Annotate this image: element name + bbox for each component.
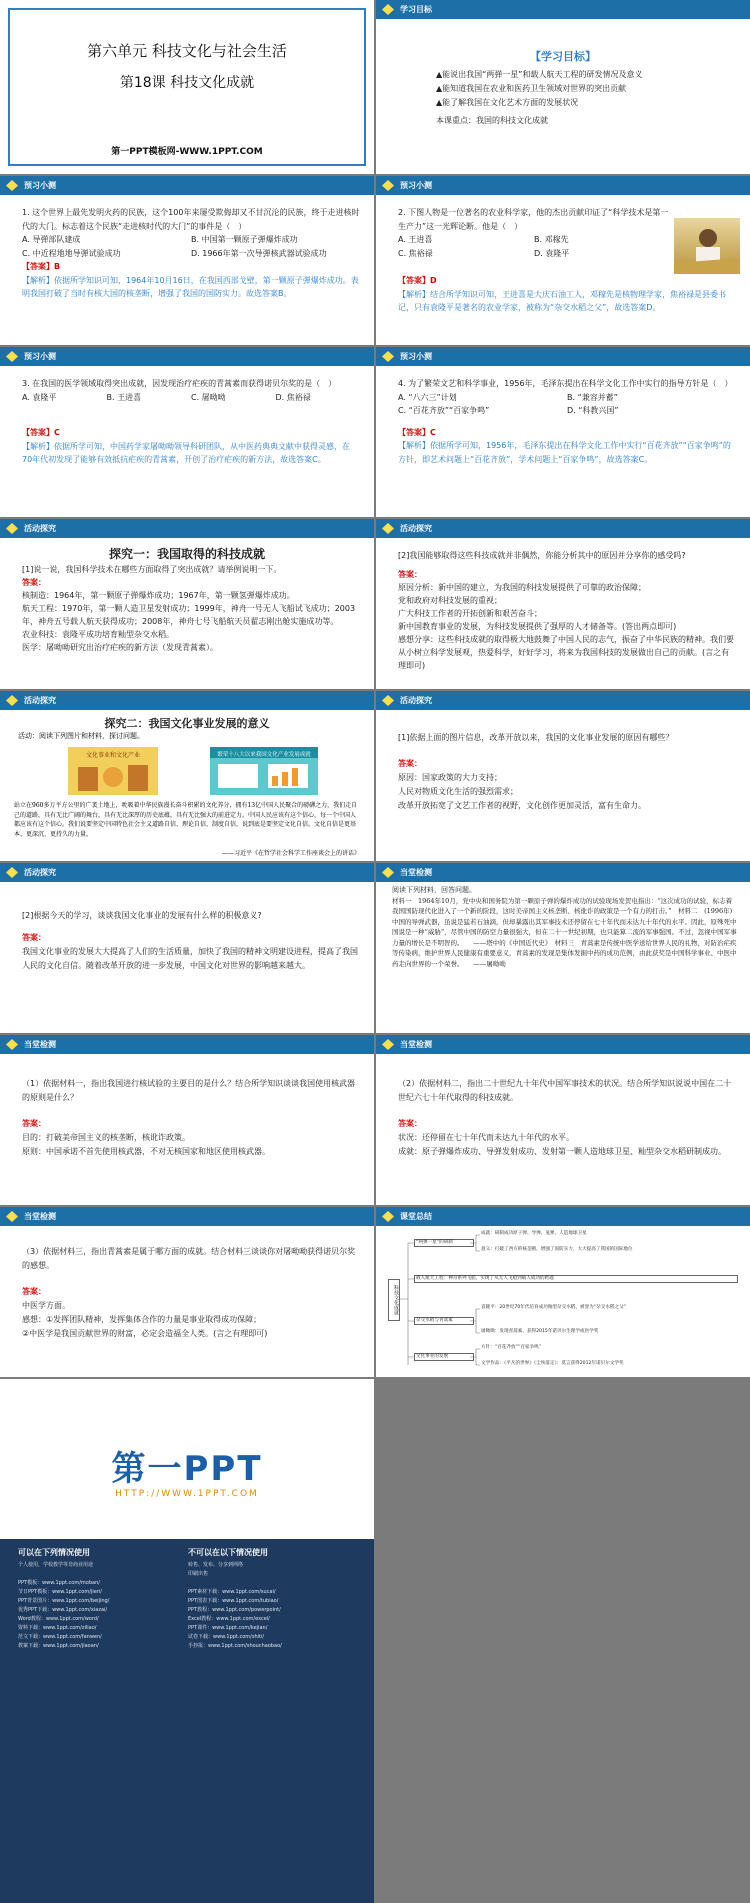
brand-logo: 第一PPT <box>111 1449 263 1489</box>
list-line[interactable]: 节日PPT模板：www.1ppt.com/jieri/ <box>18 1589 102 1595</box>
activity-intro: 活动：阅读下列图片和材料，探讨问题。 <box>18 732 144 740</box>
list-line[interactable]: 资料下载：www.1ppt.com/ziliao/ <box>18 1625 97 1631</box>
brand-url: HTTP://WWW.1PPT.COM <box>115 1489 259 1499</box>
answer-label: 答案： <box>22 1119 46 1128</box>
option-a: A. 王进喜 <box>398 235 433 244</box>
slide-header <box>376 1207 750 1226</box>
explanation: 【解析】结合所学知识可知，王进喜是大庆石油工人，邓稼先是核物理学家，焦裕禄是县委书记，只有袁隆平是著名的农业学家，被称为“杂交水稻之父”，故选答案D。 <box>398 289 726 312</box>
list-line[interactable]: PPT背景图片：www.1ppt.com/beijing/ <box>18 1598 110 1604</box>
test-slide-3 <box>0 1207 374 1377</box>
map-node: 载人航天工程：神舟系列飞船，实现了从无人飞船到载人成功的跨越 <box>414 1275 738 1283</box>
slide-header <box>0 1035 374 1054</box>
answer-line: 改革开放拓宽了文艺工作者的视野，文化创作更加灵活，富有生命力。 <box>398 801 646 810</box>
slide-header <box>0 519 374 538</box>
quote-source: ——习近平《在哲学社会科学工作座谈会上的讲话》 <box>221 850 360 857</box>
question-text: [1]依据上面的图片信息，改革开放以来，我国的文化事业发展的原因有哪些？ <box>398 733 674 742</box>
map-leaf: 成就：研制成功原子弹、导弹、氢弹，人造地球卫星 <box>481 1231 587 1236</box>
question-text: （3）依据材料三，指出青蒿素是属于哪方面的成就。结合材料三谈谈你对屠呦呦获得诺贝尔奖的感想。 <box>22 1247 356 1270</box>
diamond-icon <box>6 180 18 191</box>
answer-label: 答案： <box>398 1119 422 1128</box>
quiz-slide-2 <box>376 176 750 345</box>
header-title: 预习小测 <box>24 352 56 361</box>
question-text: 3. 在我国的医学领域取得突出成就，因发现治疗疟疾的青蒿素而获得诺贝尔奖的是（ ） <box>22 379 337 388</box>
answer-line: 航天工程：1970年，第一颗人造卫星发射成功；1999年，神舟一号无人飞船试飞成功；2003年，神舟五号载人航天获得成功；2008年，神舟七号飞船航天员翟志刚出舱实施成功等。 <box>22 604 356 626</box>
question-text: [2]我国能够取得这些科技成就并非偶然，你能分析其中的原因并分享你的感受吗? <box>398 551 686 560</box>
list-line[interactable]: 范文下载：www.1ppt.com/fanwen/ <box>18 1634 102 1640</box>
header-title: 活动探究 <box>24 696 56 705</box>
slide-header <box>376 0 750 19</box>
question-text: （2）依据材料二，指出二十世纪九十年代中国军事技术的状况。结合所学知识说说中国在二十世纪六七十年代取得的科技成就。 <box>398 1079 732 1102</box>
explanation: 【解析】依据所学可知，中国药学家屠呦呦领导科研团队，从中医药典典文献中获得灵感，在70年代初发现了能够有效抵抗疟疾的青蒿素，开创了治疗疟疾的新方法，故选答案C。 <box>22 441 350 464</box>
header-title: 活动探究 <box>24 868 56 877</box>
answer-line: 医学：屠呦呦研究出治疗疟疾的新方法（发现青蒿素）。 <box>22 643 218 652</box>
option-c: C. 焦裕禄 <box>398 248 433 258</box>
image-caption: 文化事业和文化产业 <box>85 752 140 759</box>
list-line: 个人使用，学校教学等非商业用途 <box>18 1562 94 1568</box>
can-use-title: 可以在下列情况使用 <box>18 1548 90 1557</box>
explore-title: 探究二：我国文化事业发展的意义 <box>104 717 270 730</box>
list-line <box>18 1570 178 1579</box>
quote-text: 站立在960多万平方公里的广袤土地上，吮吸着中华民族漫长奋斗积累的文化养分，拥有13亿中国人民聚合的磅礴之力，我们走自己的道路，具有无比广阔的舞台，具有无比深厚的历史底蕴，具有无比强大的前进定力。中国人民应该有这个信心，每一个中国人都应该有这个信心。我们说要坚定中国特色社会主义道路自信、理论自信、制度自信，说到底是要坚定文化自信。文化自信是更基本、更深沉、更持久的力量。 <box>14 802 358 838</box>
map-leaf: 屠呦呦：发现青蒿素，获得2015年诺贝尔生理学或医学奖 <box>481 1329 599 1334</box>
header-title: 预习小测 <box>24 181 56 190</box>
question-text: [1]说一说，我国科学技术在哪些方面取得了突出成就？请举例说明一下。 <box>22 565 282 574</box>
list-line[interactable]: PPT素材下载：www.1ppt.com/sucai/ <box>188 1589 276 1595</box>
question-text: 2. 下图人物是一位著名的农业科学家，他的杰出贡献印证了“科学技术是第一生产力”这一光辉论断。他是（ ） <box>398 208 669 231</box>
diamond-icon <box>6 1039 18 1050</box>
material-slide <box>376 863 750 1033</box>
quiz-slide-4 <box>376 347 750 517</box>
scientist-photo <box>674 218 740 274</box>
list-line[interactable]: Word教程：www.1ppt.com/word/ <box>18 1616 99 1622</box>
goal-key: 本课重点：我国的科技文化成就 <box>436 116 548 125</box>
map-leaf: 袁隆平：20世纪70年代培育成功籼型杂交水稻，被誉为“杂交水稻之父” <box>481 1305 627 1310</box>
list-line[interactable]: PPT课件：www.1ppt.com/kejian/ <box>188 1625 268 1631</box>
option-b: B. 中国第一颗原子弹爆炸成功 <box>191 235 298 244</box>
diamond-icon <box>382 351 394 362</box>
cover-slide <box>0 0 374 174</box>
answer-label: 答案： <box>22 1287 46 1296</box>
question-text: 4. 为了繁荣文艺和科学事业，1956年，毛泽东提出在科学文化工作中实行的指导方针是（ ） <box>398 379 733 388</box>
slide-header <box>0 691 374 710</box>
header-title: 当堂检测 <box>400 868 432 877</box>
list-line: 印刷出售 <box>188 1571 209 1577</box>
material-intro: 阅读下列材料，回答问题。 <box>392 886 476 894</box>
question-text: [2]根据今天的学习，谈谈我国文化事业的发展有什么样的积极意义? <box>22 911 262 920</box>
quiz-slide-3 <box>0 347 374 517</box>
answer-line: 新中国教育事业的发展，为科技发展提供了强厚的人才储备等。(答出两点即可) <box>398 622 677 631</box>
answer-line: 原因分析：新中国的建立，为我国的科技发展提供了可靠的政治保障； <box>398 583 646 592</box>
option-a: A. “八六三”计划 <box>398 392 457 402</box>
answer-line: 广大科技工作者的开拓创新和艰苦奋斗； <box>398 609 542 618</box>
explore-slide-5 <box>0 863 374 1033</box>
list-line <box>188 1579 358 1588</box>
option-b: B. “兼容并蓄” <box>567 392 618 402</box>
option-c: C. 中近程地地导弹试验成功 <box>22 248 121 258</box>
answer: 【答案】D <box>398 276 437 285</box>
diamond-icon <box>6 1211 18 1222</box>
header-title: 活动探究 <box>24 524 56 533</box>
option-d: D. “科教兴国” <box>567 406 619 415</box>
test-slide-1 <box>0 1035 374 1205</box>
answer-line: 原因：国家政策的大力支持； <box>398 773 502 782</box>
answer-line: 核制造：1964年，第一颗原子弹爆炸成功；1967年，第一颗氢弹爆炸成功。 <box>22 591 295 600</box>
answer-line: ②中医学是我国贡献世界的财富，必定会造福全人类。(言之有理即可) <box>22 1329 268 1338</box>
explore-slide-1 <box>0 519 374 689</box>
goal-item: ▲能知道我国在农业和医药卫生领域对世界的突出贡献 <box>436 84 627 93</box>
slide-header <box>0 863 374 882</box>
map-leaf: 方针：“百花齐放”“百家争鸣” <box>481 1345 542 1350</box>
list-line[interactable]: PPT教程：www.1ppt.com/powerpoint/ <box>188 1607 281 1613</box>
lesson-title: 第18课 科技文化成就 <box>119 75 255 91</box>
map-leaf: 文学作品：《平凡的世界》《尘埃落定》；莫言获得2012年诺贝尔文学奖 <box>481 1361 624 1366</box>
option-d: D. 焦裕禄 <box>275 392 311 402</box>
diamond-icon <box>382 1211 394 1222</box>
slide-header <box>376 691 750 710</box>
answer-label: 答案： <box>22 933 46 942</box>
option-b: B. 王进喜 <box>106 392 142 402</box>
diamond-icon <box>382 523 394 534</box>
goal-item: ▲能了解我国在文化艺术方面的发展状况 <box>436 98 579 107</box>
option-d: D. 1966年第一次导弹核武器试验成功 <box>191 248 327 258</box>
culture-image-1 <box>68 747 158 795</box>
answer-line: 人民对物质文化生活的强烈需求； <box>398 787 518 796</box>
header-title: 活动探究 <box>400 524 432 533</box>
map-node: “两弹一星”的研制 <box>414 1239 474 1247</box>
slide-header <box>0 347 374 366</box>
explore-title: 探究一：我国取得的科技成就 <box>108 547 265 561</box>
answer-line: 我国文化事业的发展大大提高了人们的生活质量，加快了我国的精神文明建设进程，提高了我国人民的文化自信。随着改革开放的进一步发展，中国文化对世界的影响越来越大。 <box>22 947 358 970</box>
option-b: B. 邓稼先 <box>534 235 569 244</box>
header-title: 当堂检测 <box>400 1040 432 1049</box>
explanation: 【解析】依据所学知识可知，1964年10月16日，在我国西部戈壁，第一颗原子弹爆炸成功。表明我国打破了当时有核大国的核垄断，增强了我国的国防实力。故选答案B。 <box>22 275 359 298</box>
goals-title: 【学习目标】 <box>530 50 596 63</box>
list-line[interactable]: PPT图表下载：www.1ppt.com/tubiao/ <box>188 1598 279 1604</box>
diamond-icon <box>382 695 394 706</box>
explanation: 【解析】依据所学可知，1956年，毛泽东提出在科学文化工作中实行“百花齐放”“百家争鸣”的方针，即艺术问题上“百花齐放”，学术问题上“百家争鸣”，故选答案C。 <box>398 441 731 464</box>
list-line[interactable]: Excel教程：www.1ppt.com/excel/ <box>188 1616 270 1622</box>
answer-label: 答案： <box>398 759 422 768</box>
list-line[interactable]: 优秀PPT下载：www.1ppt.com/xiazai/ <box>18 1607 108 1613</box>
can-use-list <box>18 1561 178 1651</box>
option-c: C. “百花齐放”“百家争鸣” <box>398 406 490 415</box>
image-caption: 繁荣十八大以来我国文化产业发展成就 <box>210 747 318 758</box>
answer-label: 答案： <box>22 578 46 587</box>
list-line: 转售、发布、分享到网络 <box>188 1562 244 1568</box>
diamond-icon <box>382 4 394 15</box>
quiz-slide-1 <box>0 176 374 345</box>
diamond-icon <box>382 1039 394 1050</box>
option-a: A. 袁隆平 <box>22 392 57 402</box>
option-c: C. 屠呦呦 <box>191 392 226 402</box>
site-url: 第一PPT模板网-WWW.1PPT.COM <box>111 147 263 157</box>
answer-line: 农业科技：袁隆平成功培育籼型杂交水稻。 <box>22 630 174 639</box>
answer-line: 目的：打破美帝国主义的核垄断，核讹诈政策。 <box>22 1133 190 1142</box>
answer-line: 党和政府对科技发展的重视； <box>398 596 502 605</box>
slide-header <box>376 863 750 882</box>
map-leaf: 意义：打破了西方的核垄断，增强了国防实力，大大提高了我国的国际地位 <box>481 1247 633 1252</box>
material-text: 材料一 1964年10月，党中央和国务院为第一颗原子弹的爆炸成功的试验现场发贺电指出：“这次成功的试验，标志着我国国防现代化进入了一个新的阶段，这时美帝国主义核垄断、核讹诈的政策是一个有力的打击。” 材料二 (1996年)中国的导弹武器，虽说是猛若石油滴，但却暴露出其军事技术还停留在七十年代而未达九十年代的水平。因此，原殊死中国说是一种“威胁”，尽管中国的防空力量很强大，但在二十一世纪初期，也只能算二流的军事强国。不过，忽视中国军事力量的增长是不明智的。 ——塔中的《中国近代史》 材料三 青蒿素是传统中医学送给世界人民的礼物，对防治疟疾等传染病，维护世界人民健康有重要意义，青蒿素的发现是集体发掘中药的成功范例，由此获奖是中国科学事业、中医中药走向世界的一个荣誉。 ——屠呦呦 <box>392 896 737 968</box>
cannot-use-title: 不可以在以下情况使用 <box>188 1548 268 1557</box>
answer-line: 成就：原子弹爆炸成功、导弹发射成功、发射第一颗人造地球卫星、籼型杂交水稻研制成功。 <box>398 1147 726 1156</box>
map-node: 杂交水稻与青蒿素 <box>414 1317 474 1325</box>
diamond-icon <box>382 867 394 878</box>
answer-label: 答案： <box>398 570 422 579</box>
header-title: 活动探究 <box>400 696 432 705</box>
diamond-icon <box>6 867 18 878</box>
list-line[interactable]: 手抄报：www.1ppt.com/shouchaobao/ <box>188 1643 282 1649</box>
answer: 【答案】B <box>22 262 61 271</box>
mind-map <box>384 1229 744 1375</box>
answer-line: 感想分享：这些科技成就的取得极大地鼓舞了中国人民的志气，振奋了中华民族的精神。我们要从小树立科学发展观，热爱科学，好好学习，将来为我国科技的发展做出自己的贡献。(言之有理即可) <box>398 635 734 670</box>
explore-slide-2 <box>376 519 750 689</box>
diamond-icon <box>6 695 18 706</box>
answer-line: 中医学方面。 <box>22 1301 70 1310</box>
cannot-use-list <box>188 1561 358 1651</box>
header-title: 预习小测 <box>400 181 432 190</box>
list-line[interactable]: 试卷下载：www.1ppt.com/shiti/ <box>188 1634 265 1640</box>
slide-header <box>0 176 374 195</box>
slide-header <box>0 1207 374 1226</box>
slide-header <box>376 519 750 538</box>
culture-image-2 <box>210 747 318 795</box>
diamond-icon <box>6 351 18 362</box>
header-title: 学习目标 <box>400 5 432 14</box>
map-root: 科技文化成就 <box>388 1279 400 1321</box>
explore-slide-3 <box>0 691 374 861</box>
summary-slide <box>376 1207 750 1377</box>
goal-item: ▲能说出我国“两弹一星”和载人航天工程的研发情况及意义 <box>436 70 643 79</box>
option-d: D. 袁隆平 <box>534 248 570 258</box>
slide-header <box>376 176 750 195</box>
brand-slide <box>0 1379 374 1903</box>
map-node: 文化事业的发展 <box>414 1353 474 1361</box>
header-title: 当堂检测 <box>24 1212 56 1221</box>
answer-line: 感想：①发挥团队精神，发挥集体合作的力量是事业取得成功保障； <box>22 1315 262 1324</box>
unit-title: 第六单元 科技文化与社会生活 <box>87 42 287 60</box>
question-text: 1. 这个世界上最先发明火药的民族，这个100年来屡受欺侮却又不甘沉沦的民族，终于走进核时代的大门。标志着这个民族“走进核时代的大门”的事件是（ ） <box>22 208 360 231</box>
answer-line: 原则：中国承诺不首先使用核武器，不对无核国家和地区使用核武器。 <box>22 1147 270 1156</box>
list-line[interactable]: 教案下载：www.1ppt.com/jiaoan/ <box>18 1643 99 1649</box>
diamond-icon <box>382 180 394 191</box>
list-line[interactable]: PPT模板：www.1ppt.com/moban/ <box>18 1580 100 1586</box>
slide-header <box>376 1035 750 1054</box>
diamond-icon <box>6 523 18 534</box>
header-title: 当堂检测 <box>24 1040 56 1049</box>
test-slide-2 <box>376 1035 750 1205</box>
goals-slide <box>376 0 750 174</box>
explore-slide-4 <box>376 691 750 861</box>
slide-header <box>376 347 750 366</box>
answer-line: 状况：还停留在七十年代而未达九十年代的水平。 <box>398 1133 574 1142</box>
answer: 【答案】C <box>398 427 436 437</box>
answer: 【答案】C <box>22 428 60 437</box>
header-title: 预习小测 <box>400 352 432 361</box>
question-text: （1）依据材料一，指出我国进行核试验的主要目的是什么？结合所学知识谈谈我国使用核武器的原则是什么？ <box>22 1079 356 1102</box>
option-a: A. 导弹部队建成 <box>22 235 81 244</box>
header-title: 课堂总结 <box>400 1212 432 1221</box>
